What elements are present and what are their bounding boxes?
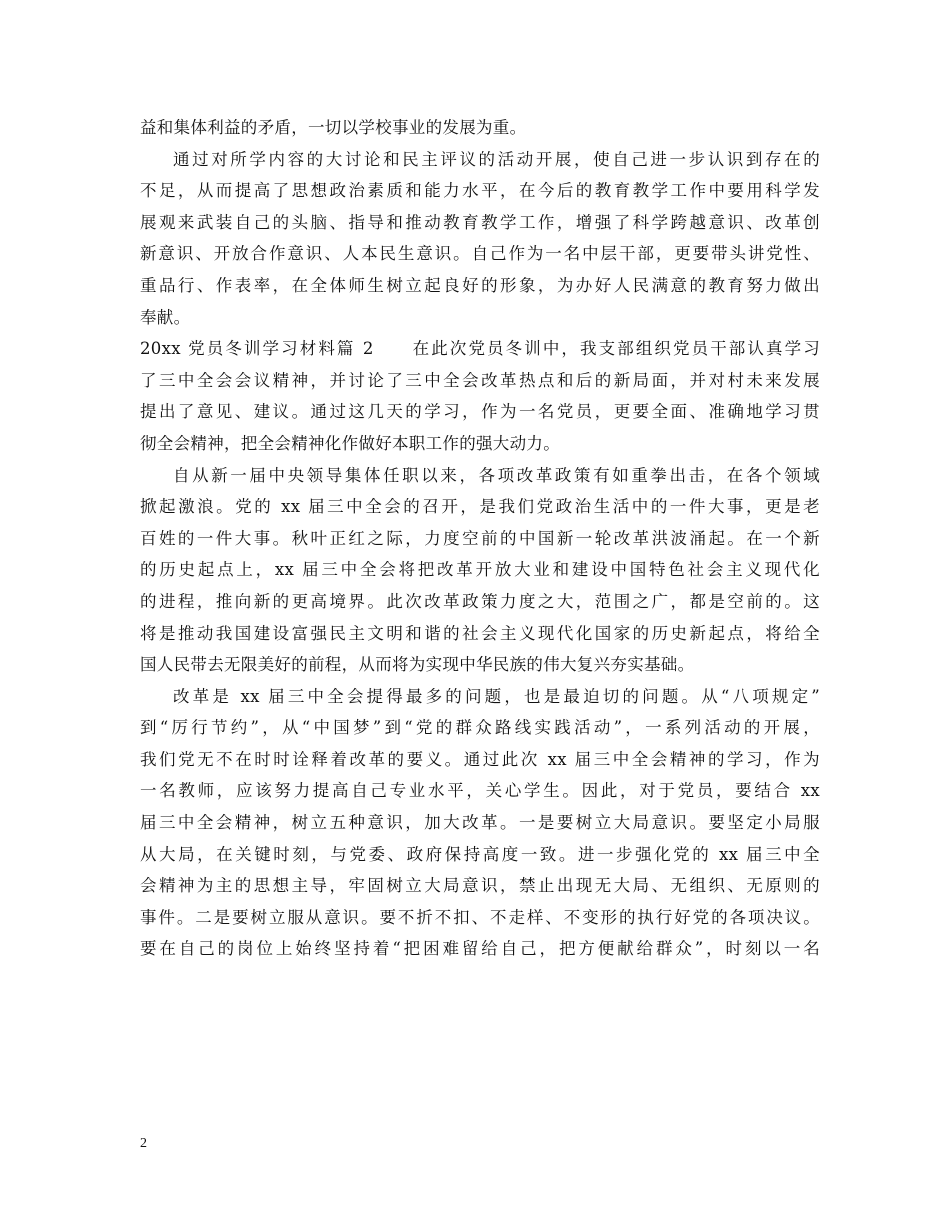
text-line: 20xx 党员冬训学习材料篇 2 在此次党员冬训中，我支部组织党员干部认真学习 bbox=[140, 339, 820, 359]
text-line: 奉献。 bbox=[140, 307, 191, 327]
text-line: 新意识、开放合作意识、人本民生意识。自己作为一名中层干部，更要带头讲党性、 bbox=[140, 244, 820, 264]
text-line: 不足，从而提高了思想政治素质和能力水平，在今后的教育教学工作中要用科学发 bbox=[140, 181, 820, 201]
text-line: 提出了意见、建议。通过这几天的学习，作为一名党员，更要全面、准确地学习贯 bbox=[140, 402, 820, 422]
text-line: 重品行、作表率，在全体师生树立起良好的形象，为办好人民满意的教育努力做出 bbox=[140, 275, 820, 295]
text-line: 到“厉行节约”，从“中国梦”到“党的群众路线实践活动”，一系列活动的开展， bbox=[140, 718, 820, 738]
text-line: 我们党无不在时时诠释着改革的要义。通过此次 xx 届三中全会精神的学习，作为 bbox=[140, 749, 820, 769]
text-line: 的进程，推向新的更高境界。此次改革政策力度之大，范围之广，都是空前的。这 bbox=[140, 591, 820, 611]
text-line: 的历史起点上，xx 届三中全会将把改革开放大业和建设中国特色社会主义现代化 bbox=[140, 560, 820, 580]
text-line: 事件。二是要树立服从意识。要不折不扣、不走样、不变形的执行好党的各项决议。 bbox=[140, 907, 820, 927]
body-text bbox=[140, 112, 820, 965]
text-line: 通过对所学内容的大讨论和民主评议的活动开展，使自己进一步认识到存在的 bbox=[173, 149, 820, 169]
text-line: 益和集体利益的矛盾，一切以学校事业的发展为重。 bbox=[140, 118, 527, 137]
text-line: 自从新一届中央领导集体任职以来，各项改革政策有如重拳出击，在各个领域 bbox=[173, 465, 820, 485]
text-line: 彻全会精神，把全会精神化作做好本职工作的强大动力。 bbox=[140, 433, 560, 453]
text-line: 要在自己的岗位上始终坚持着“把困难留给自己，把方便献给群众”，时刻以一名 bbox=[140, 939, 820, 959]
text-line: 届三中全会精神，树立五种意识，加大改革。一是要树立大局意识。要坚定小局服 bbox=[140, 813, 820, 833]
text-line: 一名教师，应该努力提高自己专业水平，关心学生。因此，对于党员，要结合 xx bbox=[140, 781, 820, 801]
text-line: 了三中全会会议精神，并讨论了三中全会改革热点和后的新局面，并对村未来发展 bbox=[140, 370, 820, 390]
text-line: 百姓的一件大事。秋叶正红之际，力度空前的中国新一轮改革洪波涌起。在一个新 bbox=[140, 528, 820, 548]
page-number: 2 bbox=[140, 1136, 147, 1151]
text-line: 从大局，在关键时刻，与党委、政府保持高度一致。进一步强化党的 xx 届三中全 bbox=[140, 844, 820, 864]
text-line: 会精神为主的思想主导，牢固树立大局意识，禁止出现无大局、无组织、无原则的 bbox=[140, 876, 820, 896]
text-line: 改革是 xx 届三中全会提得最多的问题，也是最迫切的问题。从“八项规定” bbox=[173, 686, 820, 706]
text-line: 展观来武装自己的头脑、指导和推动教育教学工作，增强了科学跨越意识、改革创 bbox=[140, 212, 820, 232]
text-line: 将是推动我国建设富强民主文明和谐的社会主义现代化国家的历史新起点，将给全 bbox=[140, 623, 820, 643]
text-line: 掀起激浪。党的 xx 届三中全会的召开，是我们党政治生活中的一件大事，更是老 bbox=[140, 497, 820, 517]
text-line: 国人民带去无限美好的前程，从而将为实现中华民族的伟大复兴夯实基础。 bbox=[140, 655, 695, 675]
